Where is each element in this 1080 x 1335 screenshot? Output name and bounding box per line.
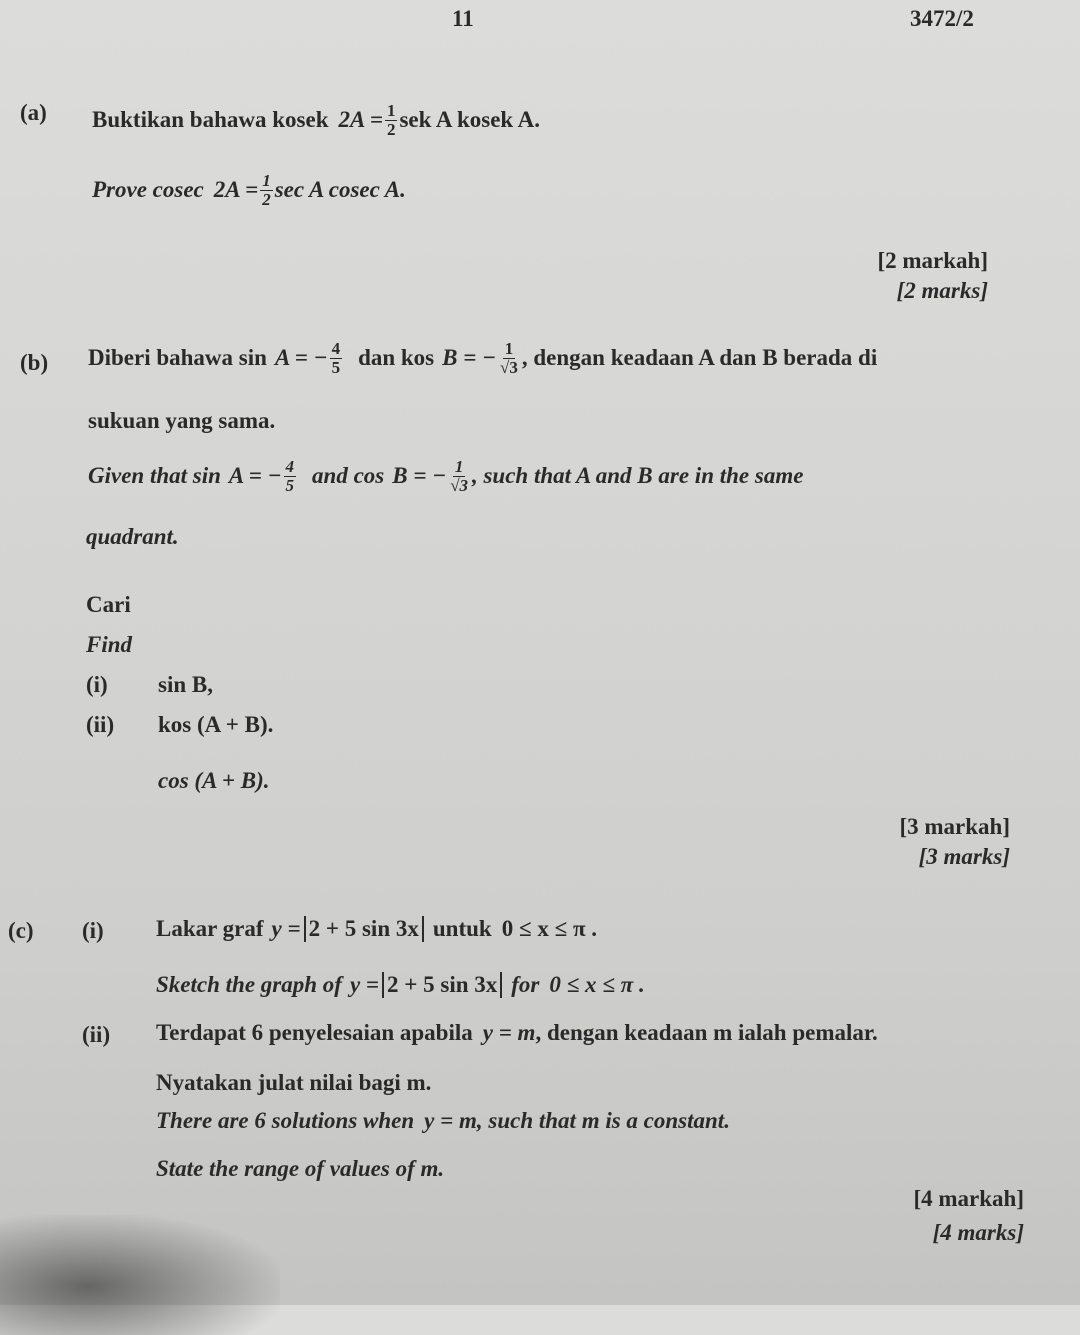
part-b-bm-text-e: , dengan keadaan A dan B berada di xyxy=(521,345,878,371)
part-b-ii-label: (ii) xyxy=(86,712,115,737)
part-c-i-en-range: 0 ≤ x ≤ π . xyxy=(549,972,645,997)
part-c-i-bm-range: 0 ≤ x ≤ π . xyxy=(501,916,598,941)
part-b-bm-sina: A = − xyxy=(274,345,328,371)
part-b-en-text-e: , such that A and B are in the same xyxy=(471,463,804,489)
part-c-ii-label: (ii) xyxy=(82,1022,111,1047)
abs-bar-right xyxy=(422,916,424,942)
part-a-marks-bm: [2 markah] xyxy=(877,248,988,273)
part-b-marks-en: [3 marks] xyxy=(918,844,1010,869)
part-b-find: Find xyxy=(86,632,133,657)
part-c-marks-bm: [4 markah] xyxy=(913,1186,1024,1211)
part-a-en-question xyxy=(92,172,406,209)
part-c-ii-en xyxy=(156,1108,730,1134)
part-c-ii-bm-line2: Nyatakan julat nilai bagi m. xyxy=(156,1070,432,1095)
part-b-i-label: (i) xyxy=(86,672,108,697)
part-a-bm-lhs: 2A = xyxy=(338,107,383,133)
part-c-i-bm-text-b: untuk xyxy=(432,916,492,941)
part-c-i-bm-abs: 2 + 5 sin 3x xyxy=(308,916,419,941)
part-b-bm-frac1: $\frac{4}{5}$ xyxy=(331,339,341,377)
abs-bar-left xyxy=(382,972,384,998)
part-c-label: (c) xyxy=(8,918,34,943)
part-a-en-lhs: 2A = xyxy=(213,177,259,203)
part-b-en-text-c: and cos xyxy=(312,463,385,489)
part-c-i-en-text-b: for xyxy=(511,972,540,997)
part-b-i-text: sin B, xyxy=(158,672,213,697)
part-b-en-line1 xyxy=(88,458,803,495)
part-b-ii-text-en: cos (A + B). xyxy=(158,768,270,793)
part-c-i-label: (i) xyxy=(82,918,104,943)
part-c-i-en-text-a: Sketch the graph of xyxy=(156,972,342,997)
part-b-marks-bm: [3 markah] xyxy=(899,814,1010,839)
part-c-i-bm-text-a: Lakar graf xyxy=(156,916,264,941)
part-b-bm-text-a: Diberi bahawa sin xyxy=(88,345,267,371)
part-c-ii-bm-text-a: Terdapat 6 penyelesaian apabila xyxy=(156,1020,473,1045)
part-a-en-fraction: $\frac{1}{2}$ xyxy=(262,171,271,209)
part-b-bm-text-c: dan kos xyxy=(358,345,435,371)
abs-bar-right xyxy=(500,972,502,998)
paper-code: 3472/2 xyxy=(910,6,974,31)
part-a-marks-en: [2 marks] xyxy=(896,278,988,303)
part-c-i-en xyxy=(156,972,645,998)
part-c-ii-bm xyxy=(156,1020,878,1046)
part-b-bm-line2: sukuan yang sama. xyxy=(88,408,276,433)
part-b-bm-frac2: $\frac{1}{√3}$ xyxy=(500,339,518,377)
part-b-ii-text-bm: kos (A + B). xyxy=(158,712,274,737)
part-c-ii-en-eq: y = m xyxy=(424,1108,477,1133)
part-c-i-bm-eq: y = xyxy=(271,916,301,941)
part-a-label: (a) xyxy=(20,100,47,125)
part-a-en-rhs: sec A cosec A. xyxy=(274,177,406,203)
part-a-bm-question xyxy=(92,102,540,139)
part-a-bm-prefix: Buktikan bahawa kosek xyxy=(92,107,329,133)
part-b-cari: Cari xyxy=(86,592,131,617)
abs-bar-left xyxy=(304,916,306,942)
part-c-ii-bm-text-b: , dengan keadaan m ialah pemalar. xyxy=(535,1020,878,1045)
part-b-en-frac2: $\frac{1}{√3}$ xyxy=(450,457,468,495)
page-number: 11 xyxy=(452,6,474,31)
part-c-ii-en-line2: State the range of values of m. xyxy=(156,1156,445,1181)
part-a-en-prefix: Prove cosec xyxy=(92,177,204,203)
photo-shadow xyxy=(0,1215,280,1335)
part-c-i-en-eq: y = xyxy=(349,972,380,997)
part-b-en-line2: quadrant. xyxy=(86,524,179,549)
part-b-bm-line1 xyxy=(88,340,877,377)
part-c-ii-bm-eq: y = m xyxy=(482,1020,536,1045)
part-b-en-frac1: $\frac{4}{5}$ xyxy=(285,457,295,495)
part-c-i-en-abs: 2 + 5 sin 3x xyxy=(387,972,498,997)
part-c-marks-en: [4 marks] xyxy=(932,1220,1024,1245)
part-b-en-sina: A = − xyxy=(228,463,282,489)
part-b-en-cosb: B = − xyxy=(392,463,447,489)
part-b-bm-cosb: B = − xyxy=(442,345,497,371)
part-c-i-bm xyxy=(156,916,597,942)
part-c-ii-en-text-b: , such that m is a constant. xyxy=(476,1108,730,1133)
part-a-bm-rhs: sek A kosek A. xyxy=(399,107,541,133)
part-a-bm-fraction: $\frac{1}{2}$ xyxy=(386,101,396,139)
part-b-label: (b) xyxy=(20,350,49,375)
part-c-ii-en-text-a: There are 6 solutions when xyxy=(156,1108,415,1133)
part-b-en-text-a: Given that sin xyxy=(88,463,221,489)
